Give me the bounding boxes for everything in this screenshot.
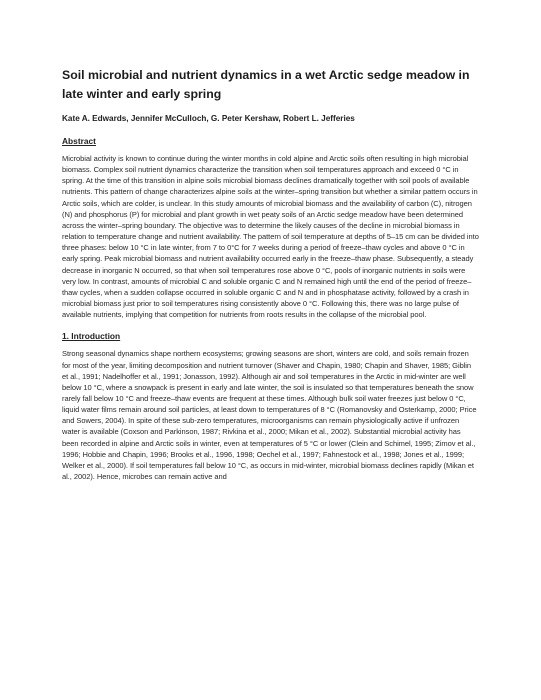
author-list: Kate A. Edwards, Jennifer McCulloch, G. Peter Kershaw, Robert L. Jefferies: [62, 114, 355, 123]
introduction-paragraph: Strong seasonal dynamics shape northern ecosystems; growing seasons are short, winters are cold, and soils remain frozen for most of the year, limiting decomposition and nutrient turnover (Shaver and Chapin, 1980; Chapin and Shaver, 1985; Giblin et al., 1991; Nadelhoffer et al., 1991; Jonasson, 1992). Although air and soil temperatures in the Arctic in mid-winter are well below 10 °C, where a snowpack is present in early and late winter, the soil is insulated so that temperatures beneath the snow rarely fall below 10 °C and freeze–thaw events are frequent at these times. Although bulk soil water freezes just below 0 °C, liquid water films remain around soil particles, at least down to temperatures of 8 °C (Romanovsky and Osterkamp, 2000; Price and Sowers, 2004). In spite of these sub-zero temperatures, microorganisms can remain physiologically active if unfrozen water is available (Coxson and Parkinson, 1987; Rivkina et al., 2000; Mikan et al., 2002). Substantial microbial activity has been recorded in alpine and Arctic soils in winter, even at temperatures of 5 °C or lower (Clein and Schimel, 1995; Zimov et al., 1996; Hobbie and Chapin, 1996; Brooks et al., 1996, 1998; Oechel et al., 1997; Fahnestock et al., 1998; Jones et al., 1999; Welker et al., 2000). If soil temperatures fall below 10 °C, as occurs in mid-winter, microbial biomass declines rapidly (Mikan et al., 2002). Hence, microbes can remain active and: [62, 349, 477, 482]
introduction-heading: 1. Introduction: [62, 331, 121, 342]
abstract-heading: Abstract: [62, 136, 96, 146]
paper-title: Soil microbial and nutrient dynamics in a wet Arctic sedge meadow in late winter and early spring: [62, 68, 470, 101]
abstract-paragraph: Microbial activity is known to continue during the winter months in cold alpine and Arctic soils often resulting in high microbial biomass. Complex soil nutrient dynamics characterize the transition when soil temperatures approach and exceed 0 °C in spring. At the time of this transition in alpine soils microbial biomass declines dramatically together with soil pools of available nutrients. This pattern of change characterizes alpine soils at the winter–spring transition but whether a similar pattern occurs in Arctic soils, which are colder, is unclear. In this study amounts of microbial biomass and the availability of carbon (C), nitrogen (N) and phosphorus (P) for microbial and plant growth in wet peaty soils of an Arctic sedge meadow have been determined across the winter–spring boundary. The objective was to determine the likely causes of the decline in microbial biomass in relation to temperature change and nutrient availability. The pattern of soil temperature at depths of 5–15 cm can be divided into three phases: below 10 °C in late winter, from 7 to 0°C for 7 weeks during a period of freeze–thaw cycles and above 0 °C in early spring. Peak microbial biomass and nutrient availability occurred early in the freeze–thaw phase. Subsequently, a steady decrease in inorganic N occurred, so that when soil temperatures rose above 0 °C, pools of inorganic nutrients in soils were very low. In contrast, amounts of microbial C and soluble organic C and N remained high until the end of the period of freeze–thaw cycles, when a sudden collapse occurred in soluble organic C and N and in phosphatase activity, followed by a crash in microbial biomass just prior to soil temperatures rising consistently above 0 °C. Following this, there was no large pulse of available nutrients, implying that competition for nutrients from roots results in the collapse of the microbial pool.: [62, 154, 479, 320]
